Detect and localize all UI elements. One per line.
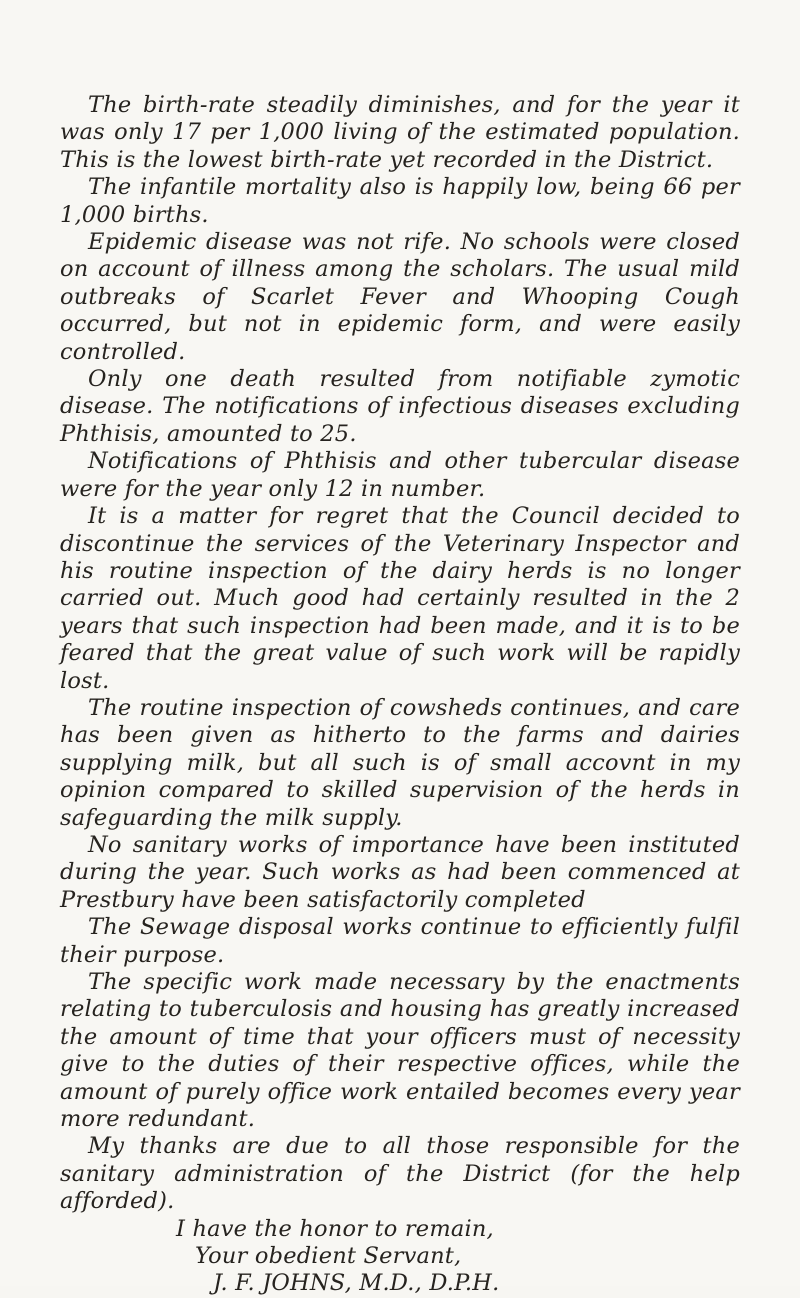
paragraph-infantile-mortality: The infantile mortality also is happily low, being 66 per 1,000 births.: [60, 174, 740, 228]
paragraph-office-work: The specific work made necessary by the enactments relating to tuberculosis and housing has greatly increased the amount of time that your officers must of necessity give to the duties of their respective offices, while the amount of purely office work entailed becomes every year more redundant.: [60, 969, 740, 1133]
letter-body: [60, 92, 740, 1298]
paragraph-sanitary-works: No sanitary works of importance have been instituted during the year. Such works as had been commenced at Prestbury have been satisfactorily completed: [60, 831, 740, 913]
closing-line-remain: I have the honor to remain,: [176, 1215, 494, 1242]
paragraph-veterinary-inspector: It is a matter for regret that the Council decided to discontinue the services of the Veterinary Inspector and his routine inspection of the dairy herds is no longer carried out. Much good had certainly resulted in the 2 years that such inspection had been made, and it is to be feared that the great value of such work will be rapidly lost.: [60, 503, 740, 694]
signature: J. F. JOHNS, M.D., D.P.H.: [213, 1270, 500, 1297]
paragraph-thanks: My thanks are due to all those responsible for the sanitary administration of the District (for the help afforded).: [60, 1133, 740, 1215]
paragraph-zymotic-disease: Only one death resulted from notifiable zymotic disease. The notifications of infectious diseases excluding Phthisis, amounted to 25.: [60, 366, 740, 447]
paragraph-phthisis: Notifications of Phthisis and other tubercular disease were for the year only 12 in number.: [60, 448, 740, 502]
paragraph-sewage: The Sewage disposal works continue to efficiently fulfil their purpose.: [60, 914, 740, 968]
paragraph-birth-rate: The birth-rate steadily diminishes, and for the year it was only 17 per 1,000 living of the estimated population. This is the lowest birth-rate yet recorded in the District.: [60, 92, 740, 173]
paragraph-epidemic-disease: Epidemic disease was not rife. No schools were closed on account of illness among the scholars. The usual mild outbreaks of Scarlet Fever and Whooping Cough occurred, but not in epidemic form, and were easily controlled.: [60, 229, 740, 365]
closing-line-servant: Your obedient Servant,: [195, 1243, 462, 1270]
paragraph-cowsheds: The routine inspection of cowsheds continues, and care has been given as hitherto to the farms and dairies supplying milk, but all such is of small accovnt in my opinion compared to skilled supervision of the herds in safeguarding the milk supply.: [60, 694, 740, 831]
